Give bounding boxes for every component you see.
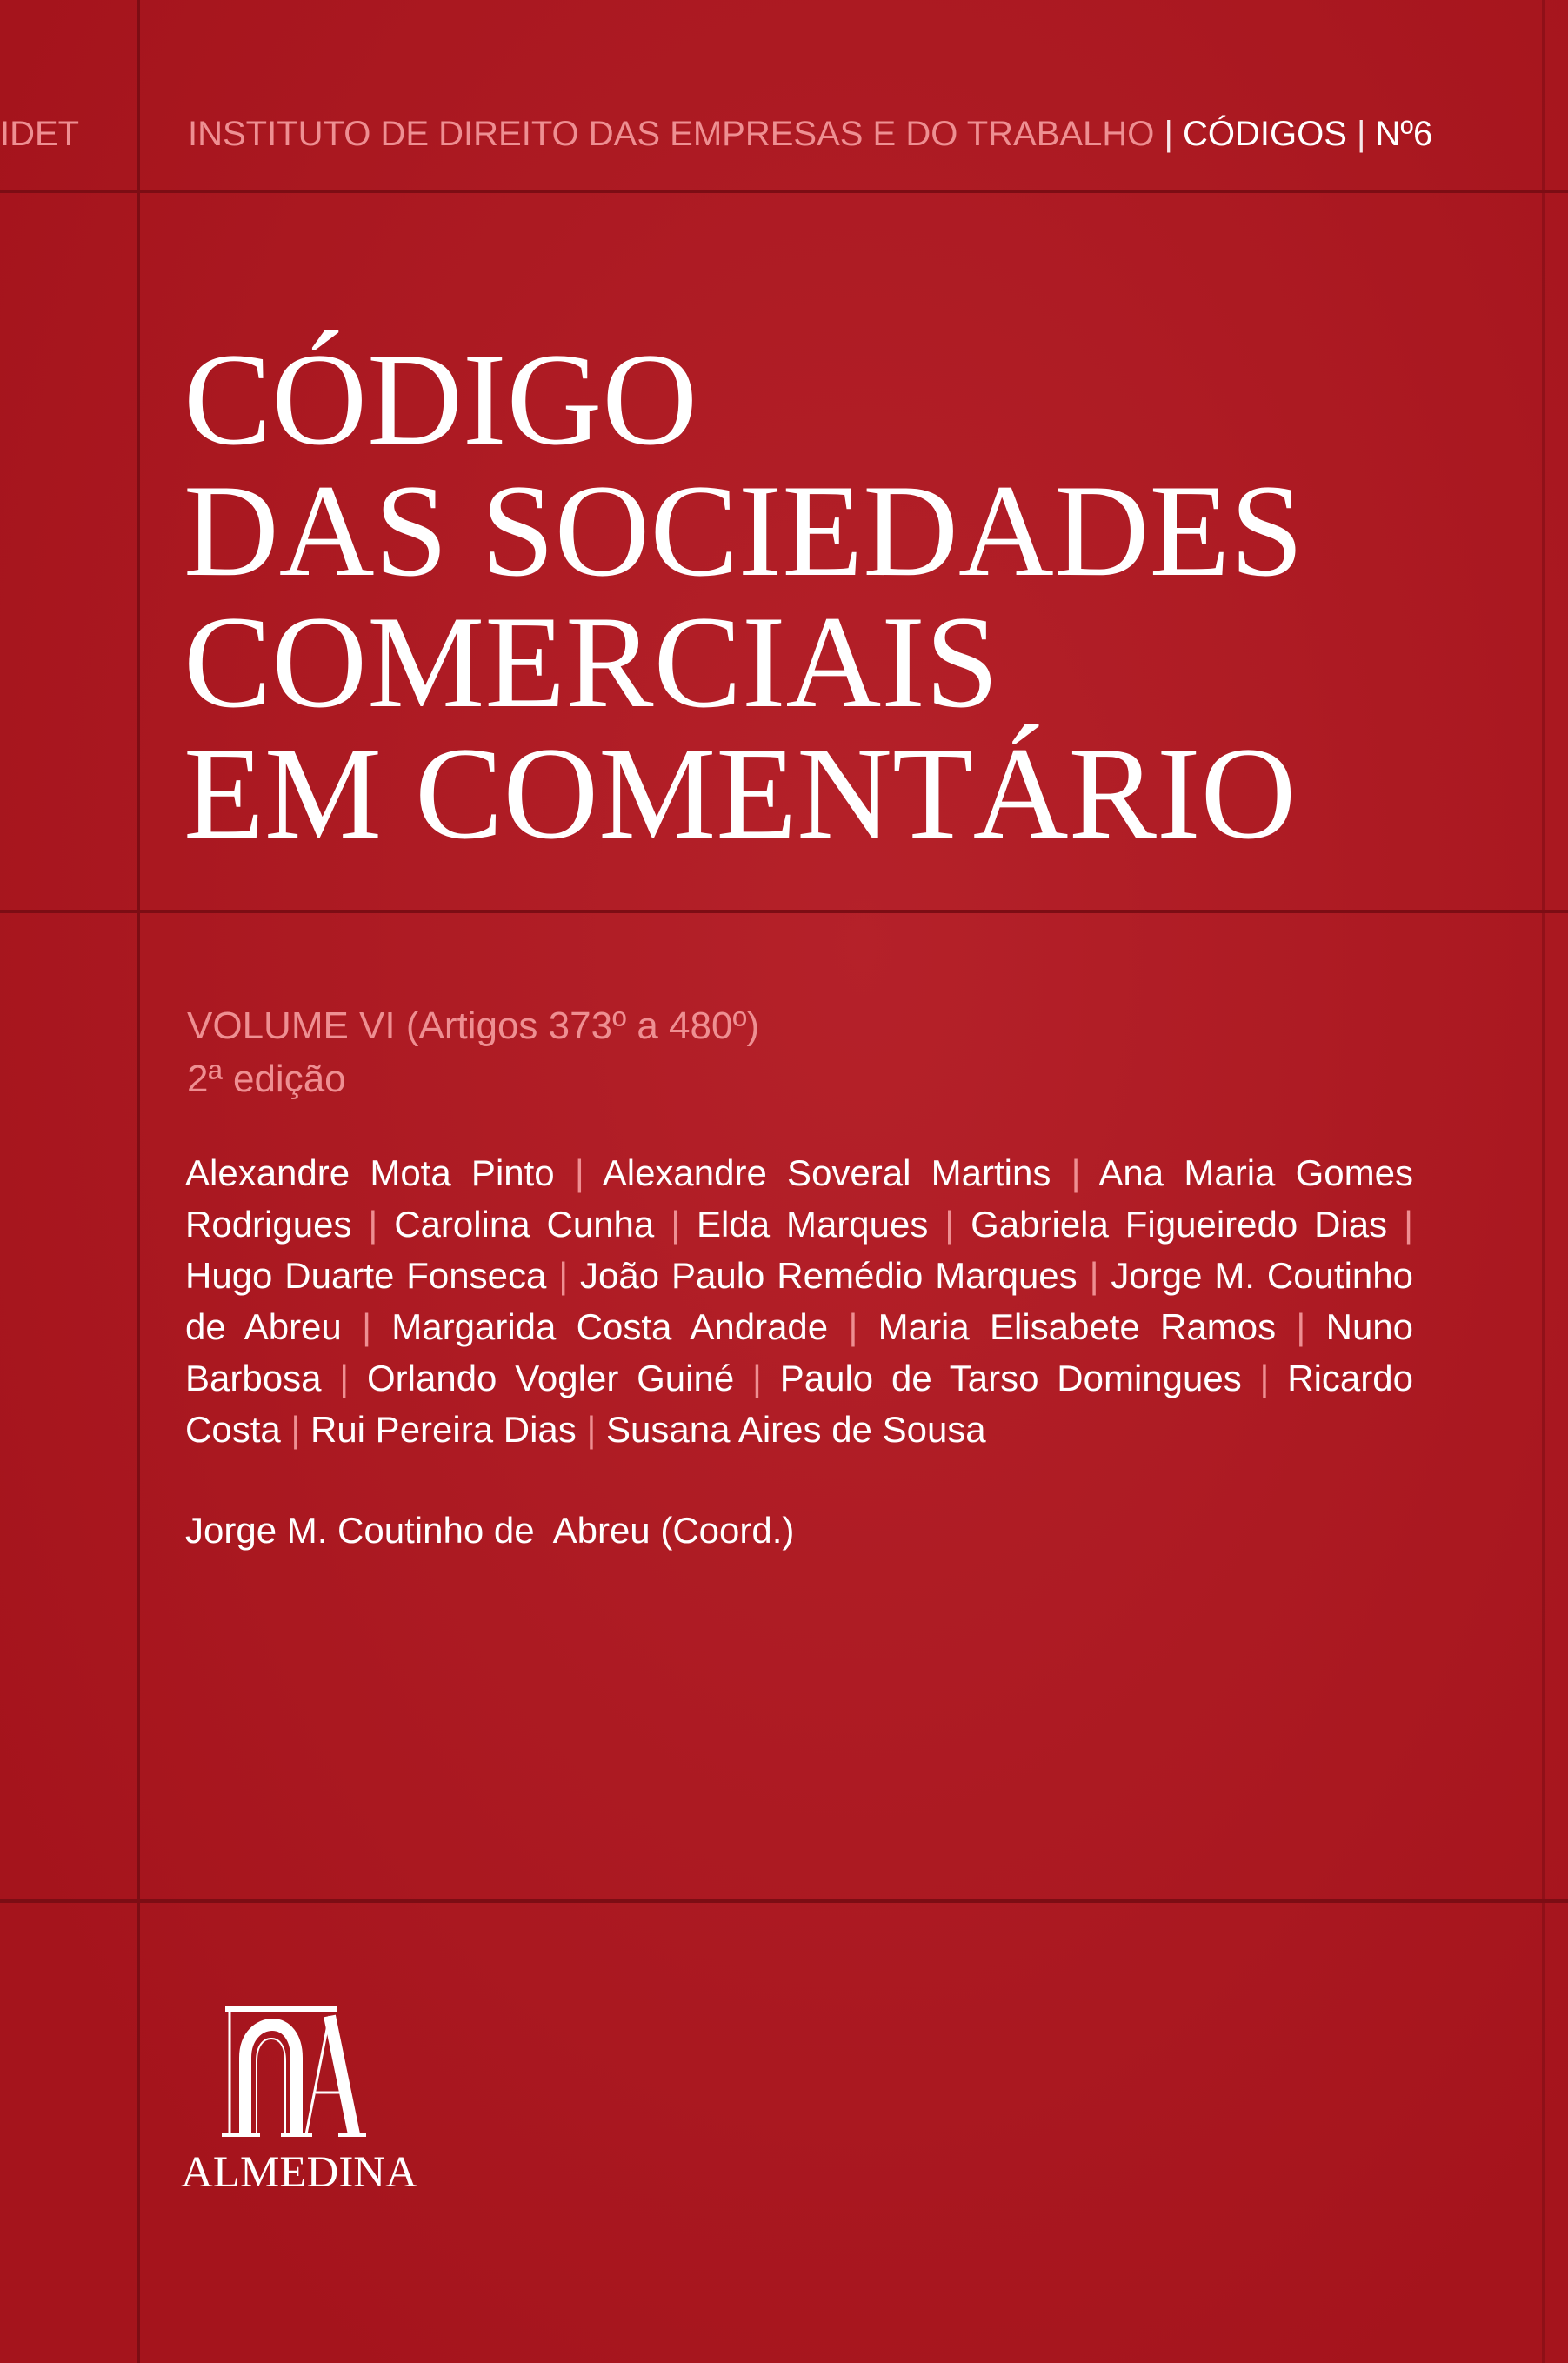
author-line (185, 1250, 1413, 1301)
author-line (185, 1147, 1413, 1198)
volume-label: VOLUME VI (Artigos 373º a 480º) (187, 1005, 760, 1047)
title-rule (0, 910, 1568, 913)
author-name: Maria Elisabete Ramos (877, 1306, 1277, 1347)
author-separator: | (290, 1409, 301, 1450)
author-list (185, 1147, 1413, 1455)
author-name: Rodrigues (185, 1204, 352, 1245)
author-separator: | (339, 1358, 350, 1398)
author-name: Orlando Vogler Guiné (366, 1358, 735, 1398)
author-name: de Abreu (185, 1306, 342, 1347)
author-name: Margarida Costa Andrade (391, 1306, 829, 1347)
author-name: Paulo de Tarso Domingues (779, 1358, 1242, 1398)
edition-label: 2ª edição (187, 1058, 346, 1100)
series-number: Nº6 (1375, 115, 1433, 153)
publisher-name: ALMEDINA (181, 2148, 417, 2197)
header-separator: | (1357, 115, 1366, 153)
author-name: Costa (185, 1409, 281, 1450)
right-edge-rule (1542, 0, 1545, 2363)
coordinator-credit: Jorge M. Coutinho de Abreu (Coord.) (185, 1510, 795, 1551)
author-name: Ana Maria Gomes (1098, 1152, 1413, 1193)
author-separator: | (1259, 1358, 1270, 1398)
author-separator: | (1071, 1152, 1081, 1193)
author-separator: | (848, 1306, 858, 1347)
title-line: COMERCIAIS (183, 589, 999, 735)
author-separator: | (944, 1204, 955, 1245)
author-line (185, 1198, 1413, 1250)
author-name: João Paulo Remédio Marques (580, 1255, 1078, 1296)
author-name: Barbosa (185, 1358, 322, 1398)
author-separator: | (752, 1358, 762, 1398)
author-line (185, 1404, 1413, 1455)
author-separator: | (368, 1204, 378, 1245)
footer-rule (0, 1899, 1568, 1903)
author-separator: | (586, 1409, 597, 1450)
author-separator: | (558, 1255, 569, 1296)
author-name: Hugo Duarte Fonseca (185, 1255, 547, 1296)
author-name: Gabriela Figueiredo Dias (971, 1204, 1388, 1245)
title-line: EM COMENTÁRIO (183, 720, 1297, 866)
author-separator: | (574, 1152, 584, 1193)
author-name: Susana Aires de Sousa (606, 1409, 986, 1450)
author-name: Rui Pereira Dias (310, 1409, 577, 1450)
author-name: Carolina Cunha (394, 1204, 655, 1245)
series-name: CÓDIGOS (1182, 115, 1347, 153)
spine-label: IDET (0, 115, 80, 153)
book-title (183, 326, 1304, 866)
author-name: Jorge M. Coutinho (1111, 1255, 1413, 1296)
almedina-monogram-svg (222, 2004, 366, 2139)
author-separator: | (362, 1306, 371, 1347)
title-line: CÓDIGO (183, 326, 698, 472)
author-line (185, 1301, 1413, 1352)
spine-fold-rule (137, 0, 140, 2363)
author-name: Alexandre Mota Pinto (185, 1152, 555, 1193)
institute-name: INSTITUTO DE DIREITO DAS EMPRESAS E DO TRABALHO (188, 115, 1155, 153)
series-header (188, 112, 1432, 156)
header-separator: | (1164, 115, 1173, 153)
header-rule (0, 190, 1568, 193)
author-separator: | (1404, 1204, 1413, 1245)
author-name: Ricardo (1287, 1358, 1413, 1398)
title-line: DAS SOCIEDADES (183, 457, 1304, 604)
author-name: Alexandre Soveral Martins (602, 1152, 1051, 1193)
almedina-monogram-icon (222, 2004, 366, 2139)
author-separator: | (671, 1204, 681, 1245)
author-separator: | (1296, 1306, 1306, 1347)
author-name: Nuno (1325, 1306, 1414, 1347)
author-line (185, 1352, 1413, 1404)
author-name: Elda Marques (697, 1204, 929, 1245)
author-separator: | (1089, 1255, 1099, 1296)
